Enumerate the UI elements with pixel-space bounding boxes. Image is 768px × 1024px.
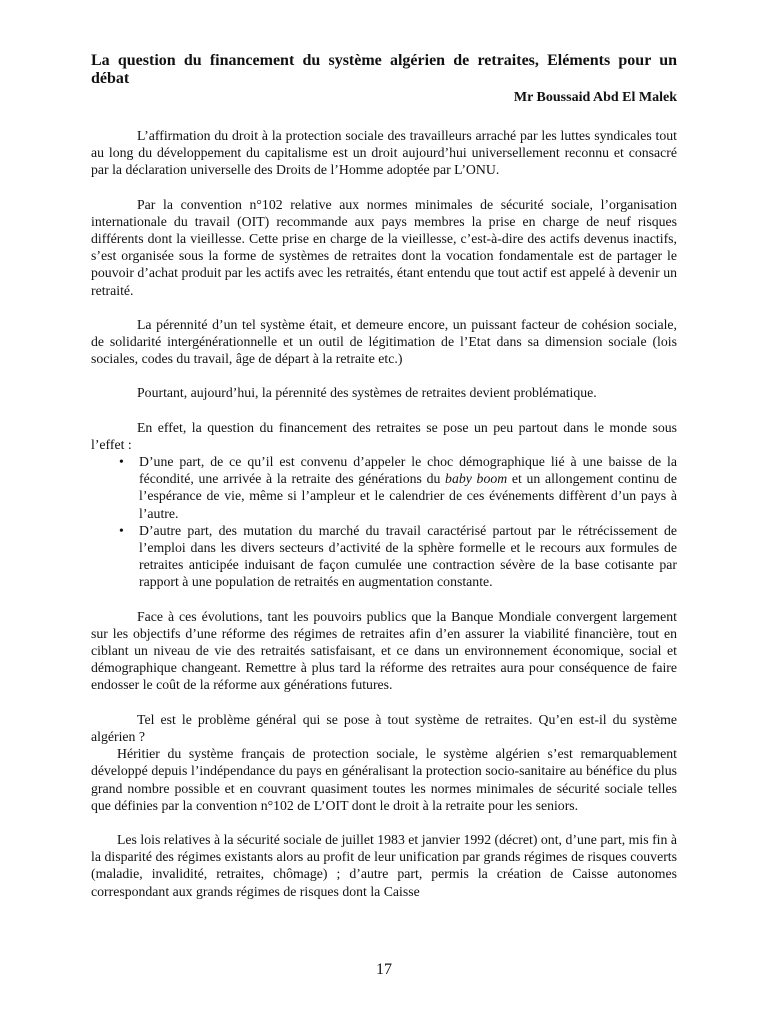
document-page <box>91 52 677 900</box>
bullet-list <box>91 453 677 591</box>
bullet-1-text-a: D’une part, de ce qu’il est convenu d’appeler le choc démographique lié à une baisse de la fécondité, une arrivée à la retraite des générations du <box>139 454 677 487</box>
author-name: Mr Boussaid Abd El Malek <box>513 90 677 105</box>
paragraph-7: Tel est le problème général qui se pose à tout système de retraites. Qu’en est-il du système algérien ? <box>91 711 677 744</box>
paragraph-6: Face à ces évolutions, tant les pouvoirs publics que la Banque Mondiale convergent largement sur les objectifs d’une réforme des régimes de retraites afin d’en assurer la viabilité financière, tout en ciblant un niveau de vie des retraités satisfaisant, et ce dans un environnement économique, social et démographique changeant. Remettre à plus tard la réforme des retraites aura pour conséquence de faire endosser le coût de la réforme aux générations futures. <box>91 608 677 693</box>
paragraph-8: Héritier du système français de protection sociale, le système algérien s’est remarquablement développé depuis l’indépendance du pays en généralisant la protection socio-sanitaire au bénéfice du plus grand nombre possible et en couvrant quasiment toutes les normes minimales de sécurité sociale telles que définies par la convention n°102 de L’OIT dont le droit à la retraite pour les seniors. <box>91 746 677 813</box>
document-title: La question du financement du système algérien de retraites, Eléments pour un débat <box>91 52 677 87</box>
page-number: 17 <box>376 961 392 978</box>
paragraph-1: L’affirmation du droit à la protection sociale des travailleurs arraché par les luttes syndicales tout au long du développement du capitalisme est un droit aujourd’hui universellement reconnu et consacré par la déclaration universelle des Droits de l’Homme adoptée par L’ONU. <box>91 128 677 178</box>
bullet-1-text-b: et un allongement continu de l’espérance de vie, même si l’ampleur et le calendrier de ces événements diffèrent d’un pays à l’autre. <box>139 471 677 521</box>
list-item <box>91 453 677 522</box>
bullet-1-emphasis: baby boom <box>445 471 508 487</box>
paragraph-4: Pourtant, aujourd’hui, la pérennité des systèmes de retraites devient problématique. <box>137 385 597 401</box>
paragraph-3: La pérennité d’un tel système était, et demeure encore, un puissant facteur de cohésion sociale, de solidarité intergénérationnelle et un outil de légitimation de l’Etat dans sa dimension sociale (lois sociales, codes du travail, âge de départ à la retraite etc.) <box>91 316 677 367</box>
paragraph-2: Par la convention n°102 relative aux normes minimales de sécurité sociale, l’organisation internationale du travail (OIT) recommande aux pays membres la prise en charge de neuf risques différents dont la vieillesse. Cette prise en charge de la vieillesse, c’est-à-dire des actifs devenus inactifs, s’est organisée sous la forme de systèmes de retraites dont la vocation fondamentale est de partager le pouvoir d’achat produit par les actifs avec les retraités, étant entendu que tout actif est appelé à devenir un retraité. <box>91 196 677 298</box>
bullet-icon: • <box>119 454 124 470</box>
list-item <box>91 522 677 591</box>
bullet-2-text: D’autre part, des mutation du marché du travail caractérisé partout par le rétrécissement de l’emploi dans les divers secteurs d’activité de la sphère formelle et le recours aux formules de retraites anticipée induisant de façon cumulée une contraction sévère de la base cotisante par rapport à une population de retraités en augmentation constante. <box>139 522 677 590</box>
paragraph-5: En effet, la question du financement des retraites se pose un peu partout dans le monde sous l’effet : <box>91 419 677 452</box>
paragraph-9: Les lois relatives à la sécurité sociale de juillet 1983 et janvier 1992 (décret) ont, d’une part, mis fin à la disparité des régimes existants alors au profit de leur unification par grands régimes de risques couverts (maladie, invalidité, retraites, chômage) ; d’autre part, permis la création de Caisse autonomes correspondant aux grands régimes de risques dont la Caisse <box>91 831 677 899</box>
bullet-icon: • <box>119 522 124 538</box>
